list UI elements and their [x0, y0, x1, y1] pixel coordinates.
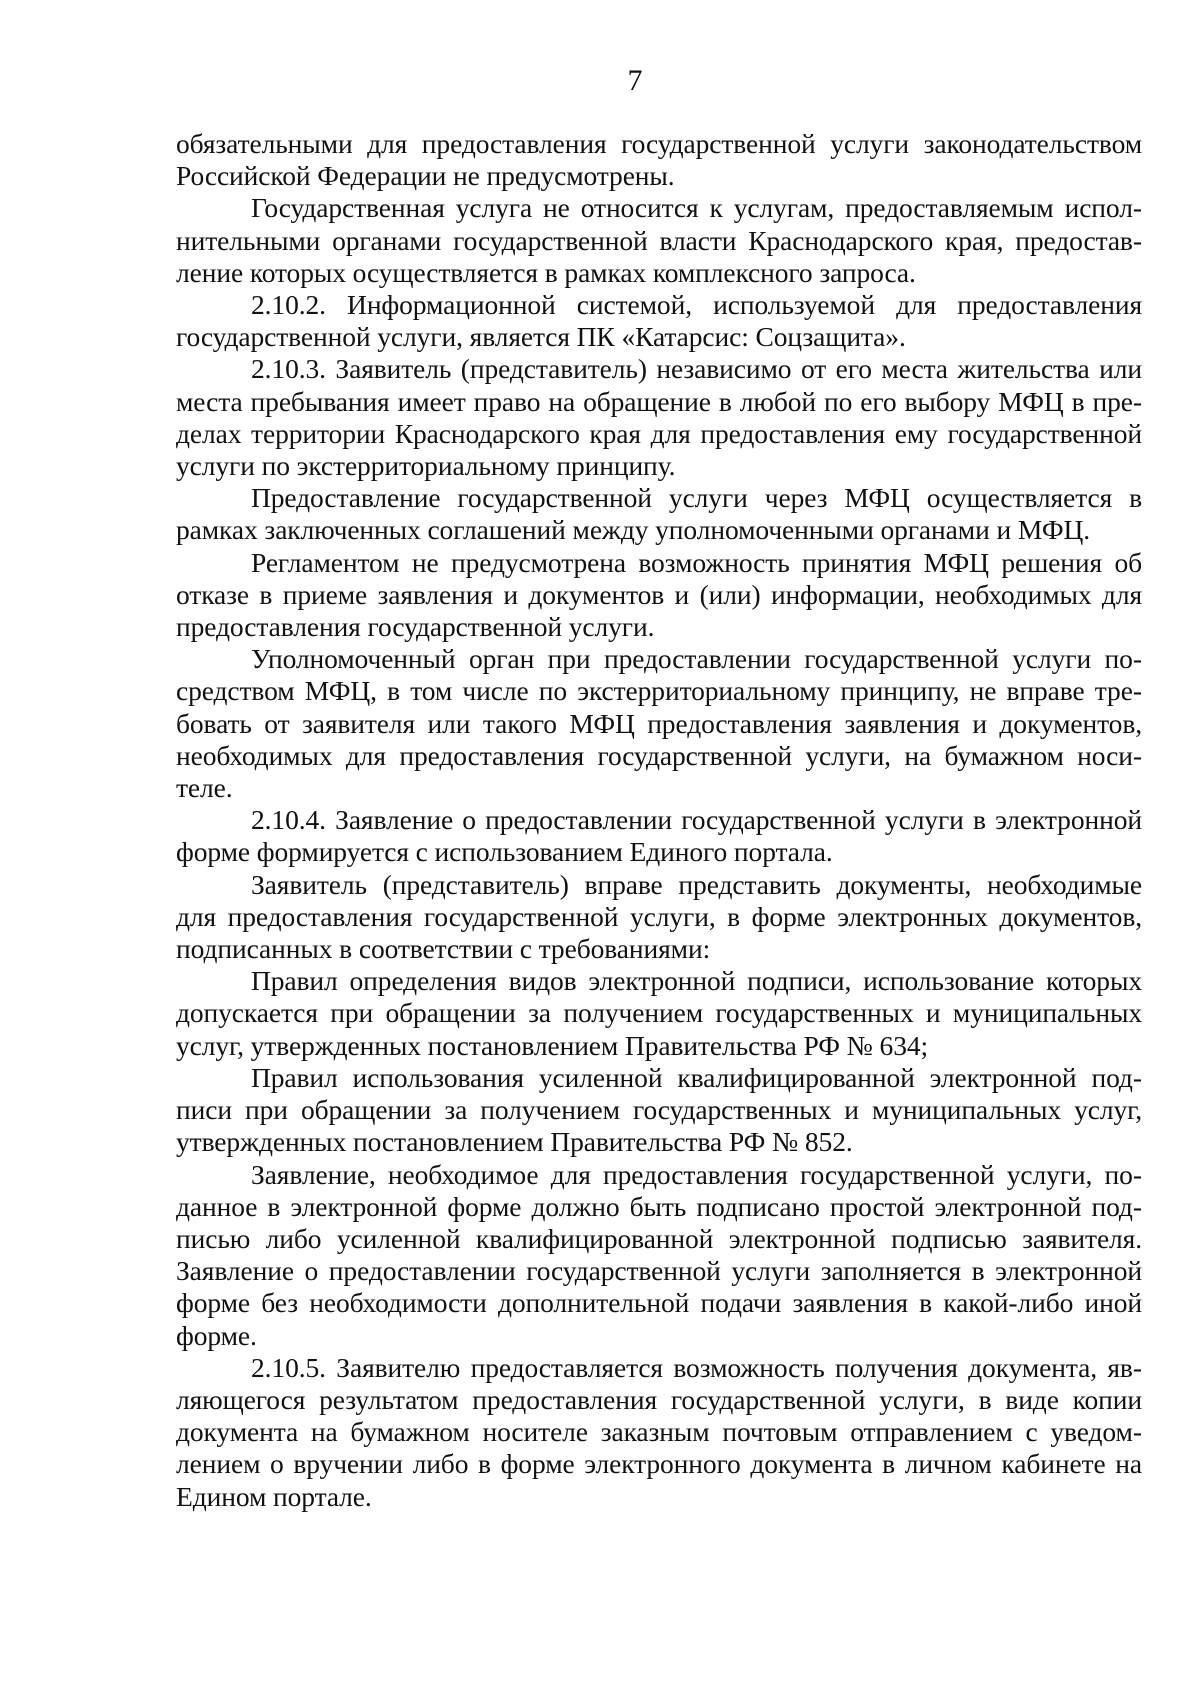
paragraph-authorized-body: Уполномоченный орган при предоставлении государственной услуги посредством МФЦ, в том числе по экстерриториальному принципу, не вправе требовать от заявителя или такого МФЦ предоставления заявления и документов, необходимых для предоставления государственной услуги, на бумажном носителе.	[176, 643, 1142, 804]
paragraph-2-10-2: 2.10.2. Информационной системой, используемой для предоставления государственной услуги, является ПК «Катарсис: Соцзащита».	[176, 289, 1142, 353]
paragraph-2-10-5: 2.10.5. Заявителю предоставляется возможность получения документа, являющегося результатом предоставления государственной услуги, в виде копии документа на бумажном носителе заказным почтовым отправлением с уведомлением о вручении либо в форме электронного документа в личном кабинете на Едином портале.	[176, 1351, 1142, 1512]
paragraph-2-10-4: 2.10.4. Заявление о предоставлении государственной услуги в электронной форме формируется с использованием Единого портала.	[176, 804, 1142, 868]
paragraph-2: Государственная услуга не относится к услугам, предоставляемым исполнительными органами государственной власти Краснодарского края, предоставление которых осуществляется в рамках комплексного запроса.	[176, 192, 1142, 288]
paragraph-application-signature: Заявление, необходимое для предоставления государственной услуги, поданное в электронной форме должно быть подписано простой электронной подписью либо усиленной квалифицированной электронной подписью заявителя. Заявление о предоставлении государственной услуги заполняется в электронной форме без необходимости дополнительной подачи заявления в какой-либо иной форме.	[176, 1158, 1142, 1351]
paragraph-rules-634: Правил определения видов электронной подписи, использование которых допускается при обращении за получением государственных и муниципальных услуг, утвержденных постановлением Правительства РФ № 634;	[176, 965, 1142, 1061]
paragraph-mfc-agreements: Предоставление государственной услуги через МФЦ осуществляется в рамках заключенных соглашений между уполномоченными органами и МФЦ.	[176, 482, 1142, 546]
paragraph-rules-852: Правил использования усиленной квалифицированной электронной подписи при обращении за получением государственных и муниципальных услуг, утвержденных постановлением Правительства РФ № 852.	[176, 1061, 1142, 1158]
paragraph-regulation: Регламентом не предусмотрена возможность принятия МФЦ решения об отказе в приеме заявления и документов и (или) информации, необходимых для предоставления государственной услуги.	[176, 546, 1142, 643]
paragraph-applicant-documents: Заявитель (представитель) вправе представить документы, необходимые для предоставления государственной услуги, в форме электронных документов, подписанных в соответствии с требованиями:	[176, 868, 1142, 965]
paragraph-1: обязательными для предоставления государственной услуги законодательством Российской Федерации не предусмотрены.	[176, 128, 1142, 192]
page-number: 7	[627, 64, 643, 97]
document-body	[176, 128, 1142, 1513]
paragraph-2-10-3: 2.10.3. Заявитель (представитель) независимо от его места жительства или места пребывания имеет право на обращение в любой по его выбору МФЦ в пределах территории Краснодарского края для предоставления ему государственной услуги по экстерриториальному принципу.	[176, 353, 1142, 482]
